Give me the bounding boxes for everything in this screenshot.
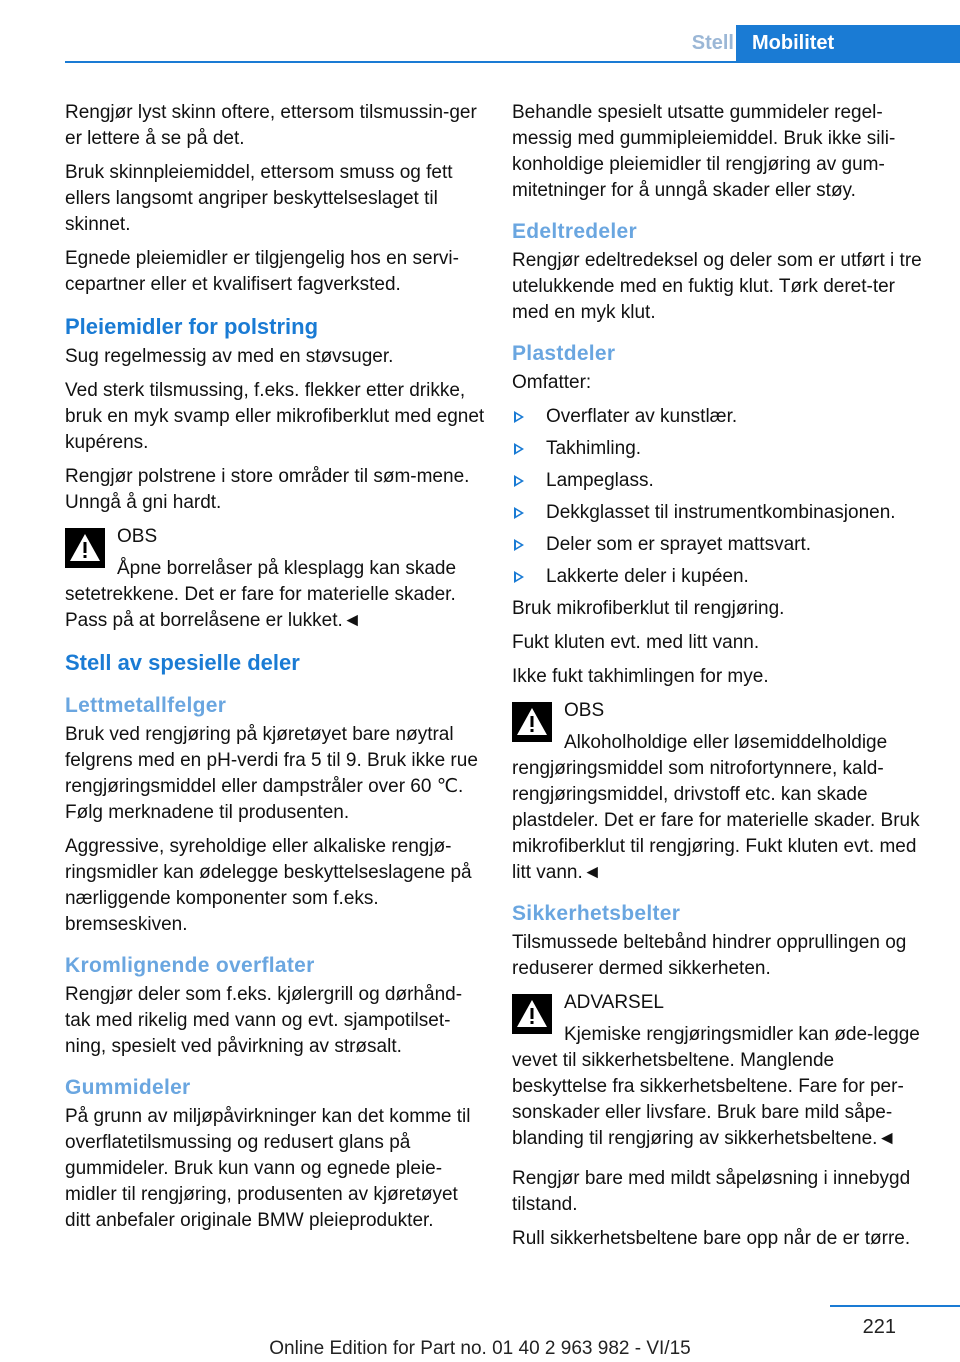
heading-lettmetallfelger: Lettmetallfelger (65, 694, 227, 717)
notice-title: OBS (564, 700, 605, 721)
paragraph: Sug regelmessig av med en støvsuger. (65, 346, 394, 367)
list-item-text: Takhimling. (546, 438, 642, 459)
paragraph: Rull sikkerhetsbeltene bare opp når de er tørre. (512, 1228, 911, 1249)
list-item-text: Overflater av kunstlær. (546, 406, 738, 427)
paragraph: Omfatter: (512, 372, 592, 393)
tab-stell[interactable]: Stell (691, 32, 734, 54)
paragraph: Rengjør polstrene i store områder til søm-mene. Unngå å gni hardt. (65, 466, 470, 513)
paragraph: Rengjør bare med mildt såpeløsning i innebygd tilstand. (512, 1168, 911, 1215)
triangle-bullet-icon (514, 475, 524, 487)
paragraph: Behandle spesielt utsatte gummideler regel-messig med gummipleiemiddel. Bruk ikke sili-konholdige pleiemidler til rengjøring av gum-mitetninger for å unngå skader eller støy. (512, 102, 896, 201)
paragraph: Bruk mikrofiberklut til rengjøring. (512, 598, 785, 619)
triangle-bullet-icon (514, 539, 524, 551)
triangle-bullet-icon (514, 411, 524, 423)
header-rule (65, 61, 960, 63)
paragraph: Bruk skinnpleiemiddel, ettersom smuss og fett ellers langsomt angriper beskyttelseslaget til skinnet. (65, 162, 453, 235)
heading-gummideler: Gummideler (65, 1076, 191, 1099)
paragraph: Ved sterk tilsmussing, f.eks. flekker etter drikke, bruk en myk svamp eller mikrofiberklut med egnet kupérens. (65, 380, 485, 453)
notice-obs (65, 524, 485, 634)
heading-edeltredeler: Edeltredeler (512, 220, 637, 243)
paragraph: Rengjør lyst skinn oftere, ettersom tilsmussin-ger er lettere å se på det. (65, 102, 477, 149)
heading-pleiemidler-polstring: Pleiemidler for polstring (65, 314, 319, 339)
list-item (512, 468, 932, 494)
bullet-list (512, 404, 932, 590)
triangle-bullet-icon (514, 507, 524, 519)
right-column (512, 100, 932, 1260)
paragraph: På grunn av miljøpåvirkninger kan det komme til overflatetilsmussing og redusert glans på gummideler. Bruk kun vann og egnede pleie-midler til rengjøring, produsenten av kjøretøyet ditt anbefaler originale BMW pleieprodukter. (65, 1106, 471, 1231)
notice-title: OBS (117, 526, 158, 547)
footer-rule (830, 1305, 960, 1307)
paragraph: Ikke fukt takhimlingen for mye. (512, 666, 769, 687)
notice-text: Kjemiske rengjøringsmidler kan øde-legge vevet til sikkerhetsbeltene. Manglende beskyttelse fra sikkerhetsbeltene. Fare for per-sonskader eller livsfare. Bruk bare mild såpe-blanding til rengjøring av sikkerhetsbeltene.◄ (512, 1024, 920, 1149)
heading-kromlignende-overflater: Kromlignende overflater (65, 954, 315, 977)
paragraph: Egnede pleiemidler er tilgjengelig hos en servi-cepartner eller et kvalifisert fagverksted. (65, 248, 459, 295)
paragraph: Fukt kluten evt. med litt vann. (512, 632, 760, 653)
list-item (512, 404, 932, 430)
paragraph: Bruk ved rengjøring på kjøretøyet bare nøytral felgrens med en pH-verdi fra 5 til 9. Bruk ikke rue rengjøringsmiddel eller dampstråler over 60 ℃. Følg merknadene til produsenten. (65, 724, 478, 823)
warning-icon (512, 702, 580, 742)
triangle-bullet-icon (514, 443, 524, 455)
list-item-text: Deler som er sprayet mattsvart. (546, 534, 812, 555)
list-item (512, 436, 932, 462)
list-item-text: Dekkglasset til instrumentkombinasjonen. (546, 502, 896, 523)
notice-advarsel (512, 990, 932, 1152)
paragraph: Tilsmussede beltebånd hindrer opprullingen og reduserer dermed sikkerheten. (512, 932, 907, 979)
page-number: 221 (862, 1316, 896, 1338)
heading-sikkerhetsbelter: Sikkerhetsbelter (512, 902, 681, 925)
tab-mobilitet[interactable]: Mobilitet (736, 25, 960, 61)
notice-text: Åpne borrelåser på klesplagg kan skade setetrekkene. Det er fare for materielle skader. Pass på at borrelåsene er lukket.◄ (65, 558, 457, 631)
notice-title: ADVARSEL (564, 992, 664, 1013)
left-column (65, 100, 485, 1242)
footer-edition-text: Online Edition for Part no. 01 40 2 963 982 - VI/15 (269, 1338, 691, 1359)
warning-icon (65, 528, 133, 568)
triangle-bullet-icon (514, 571, 524, 583)
list-item (512, 532, 932, 558)
notice-text: Alkoholholdige eller løsemiddelholdige rengjøringsmiddel som nitrofortynnere, kald-rengjøringsmiddel, drivstoff etc. kan skade plastdeler. Det er fare for materielle skader. Bruk mikrofiberklut til rengjøring. Fukt kluten evt. med litt vann.◄ (512, 732, 920, 883)
list-item-text: Lakkerte deler i kupéen. (546, 566, 749, 587)
heading-plastdeler: Plastdeler (512, 342, 616, 365)
paragraph: Rengjør deler som f.eks. kjølergrill og dørhånd-tak med rikelig med vann og evt. sjampotilset-ning, spesielt ved påvirkning av strøsalt. (65, 984, 463, 1057)
header-tabs (0, 25, 960, 61)
list-item (512, 500, 932, 526)
list-item-text: Lampeglass. (546, 470, 654, 491)
paragraph: Aggressive, syreholdige eller alkaliske rengjø-ringsmidler kan ødelegge beskyttelseslagene på nærliggende komponenter som f.eks. bremseskiven. (65, 836, 472, 935)
list-item (512, 564, 932, 590)
heading-stell-spesielle-deler: Stell av spesielle deler (65, 650, 300, 675)
notice-obs (512, 698, 932, 886)
warning-icon (512, 994, 580, 1034)
paragraph: Rengjør edeltredeksel og deler som er utført i tre utelukkende med en fuktig klut. Tørk deret-ter med en myk klut. (512, 250, 922, 323)
